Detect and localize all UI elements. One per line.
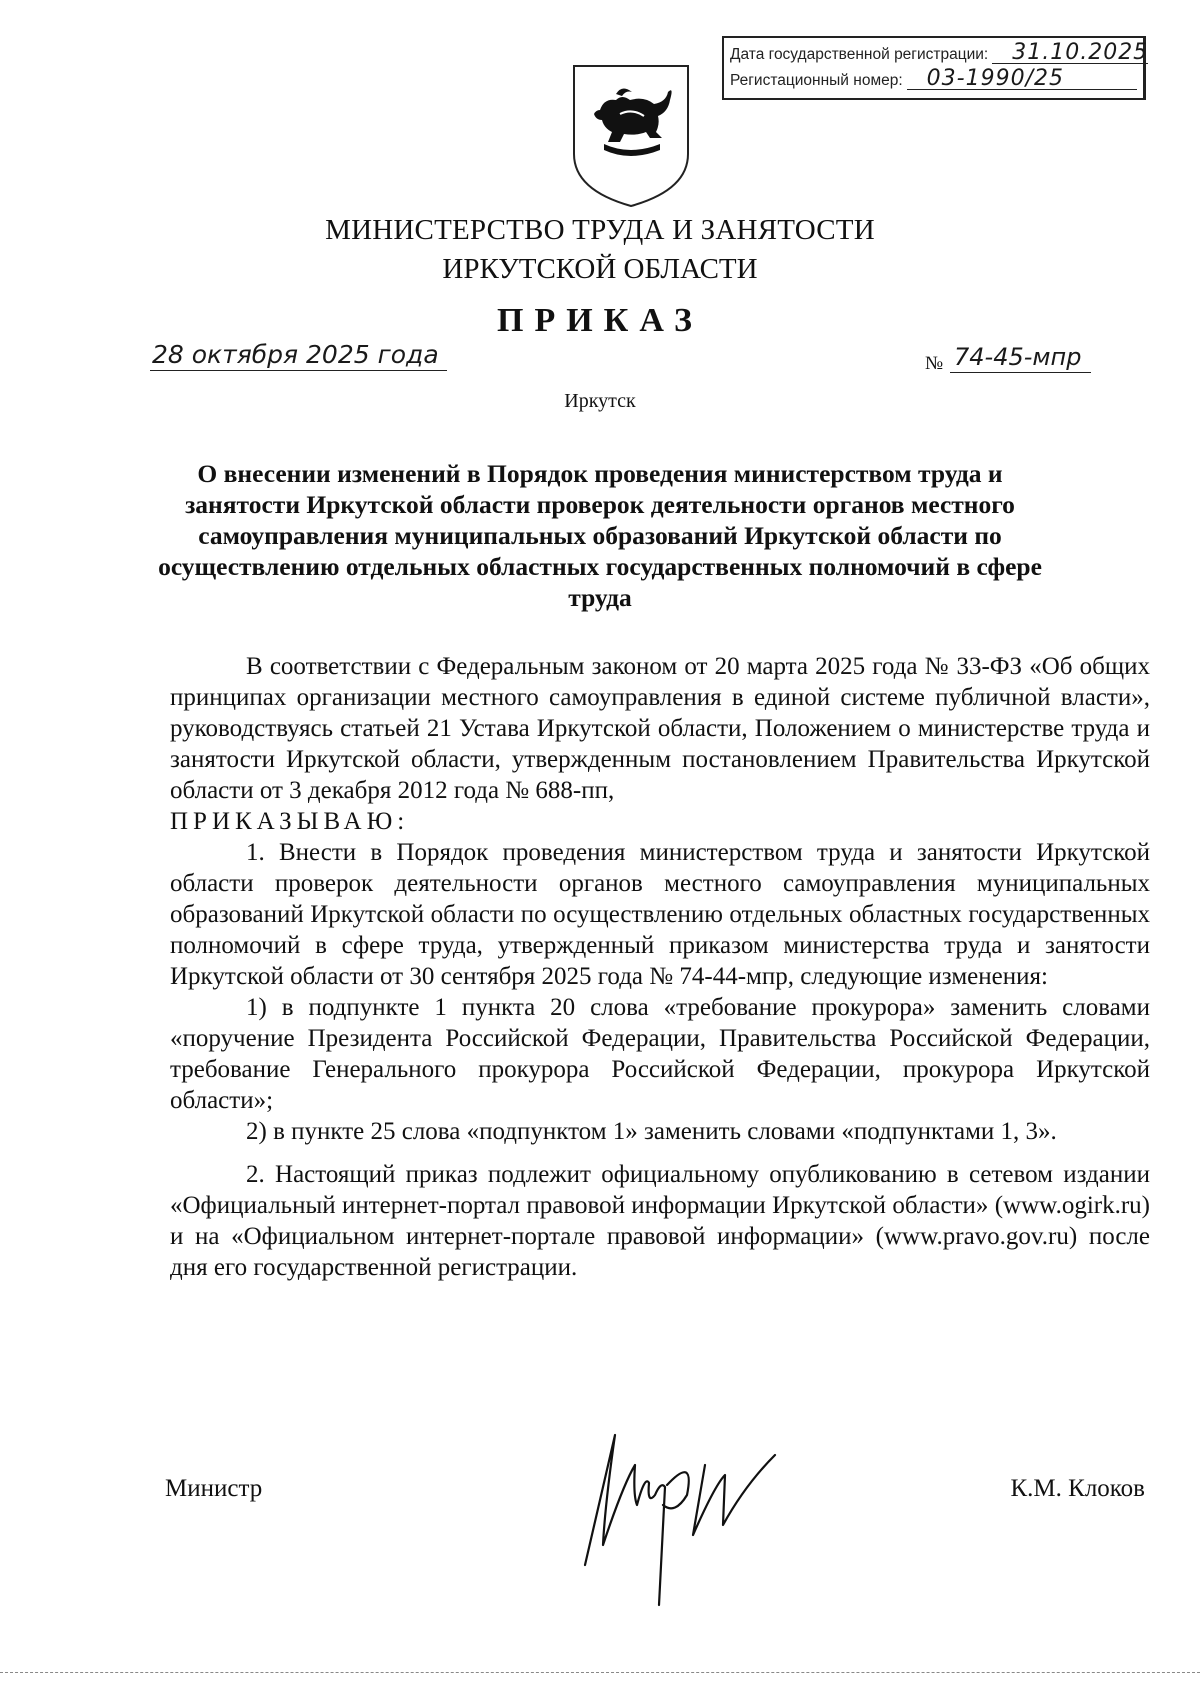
order-number-label: № [925,353,944,374]
registration-date-label: Дата государственной регистрации: [730,46,989,63]
signature-icon [575,1425,805,1615]
item-2-paragraph: 2. Настоящий приказ подлежит официальному опубликованию в сетевом издании «Официальный интернет-портал правовой информации Иркутской области» (www.ogirk.ru) и на «Официальном интернет-портале правовой информации» (www.pravo.gov.ru) после дня его государственной регистрации. [170,1161,1150,1281]
signature-block [165,1475,1145,1615]
order-subject-heading: О внесении изменений в Порядок проведения министерством труда и занятости Иркутской области проверок деятельности органов местного самоуправления муниципальных образований Иркутской области по осуществлению отдельных областных государственных полномочий в сфере труда [158,459,1042,612]
registration-date-value: 31.10.2025 [992,43,1148,64]
registration-number-value: 03-1990/25 [907,69,1137,90]
document-type-title: ПРИКАЗ [497,302,703,339]
signer-name: К.М. Клоков [1010,1475,1145,1502]
signer-title: Министр [165,1475,263,1502]
preamble-paragraph: В соответствии с Федеральным законом от 20 марта 2025 года № 33-ФЗ «Об общих принципах организации местного самоуправления в единой системе публичной власти», руководствуясь статьей 21 Устава Иркутской области, Положением о министерстве труда и занятости Иркутской области, утвержденным постановлением Правительства Иркутской области от 3 декабря 2012 года № 688-пп, [170,653,1150,804]
order-date: 28 октября 2025 года [150,340,447,371]
ministry-name-line-2: ИРКУТСКОЙ ОБЛАСТИ [442,253,758,285]
order-directive-word: ПРИКАЗЫВАЮ: [170,808,410,835]
city-name: Иркутск [564,390,636,412]
order-number: 74-45-мпр [950,342,1091,373]
order-body [170,651,1150,1283]
subitem-1-paragraph: 1) в подпункте 1 пункта 20 слова «требование прокурора» заменить словами «поручение Президента Российской Федерации, Правительства Российской Федерации, требование Генерального прокурора Российской Федерации, прокурора Иркутской области»; [170,994,1150,1114]
subitem-2-paragraph: 2) в пункте 25 слова «подпунктом 1» заменить словами «подпунктами 1, 3». [246,1118,1057,1145]
coat-of-arms-icon [570,62,692,210]
registration-number-label: Регистационный номер: [730,72,903,89]
registration-number-row [730,66,1143,95]
item-1-paragraph: 1. Внести в Порядок проведения министерством труда и занятости Иркутской области проверок деятельности органов местного самоуправления муниципальных образований Иркутской области по осуществлению отдельных областных государственных полномочий в сфере труда, утвержденный приказом министерства труда и занятости Иркутской области от 30 сентября 2025 года № 74-44-мпр, следующие изменения: [170,839,1150,990]
registration-stamp [722,36,1149,100]
page-bottom-edge [0,1672,1200,1674]
ministry-name-line-1: МИНИСТЕРСТВО ТРУДА И ЗАНЯТОСТИ [325,214,875,246]
